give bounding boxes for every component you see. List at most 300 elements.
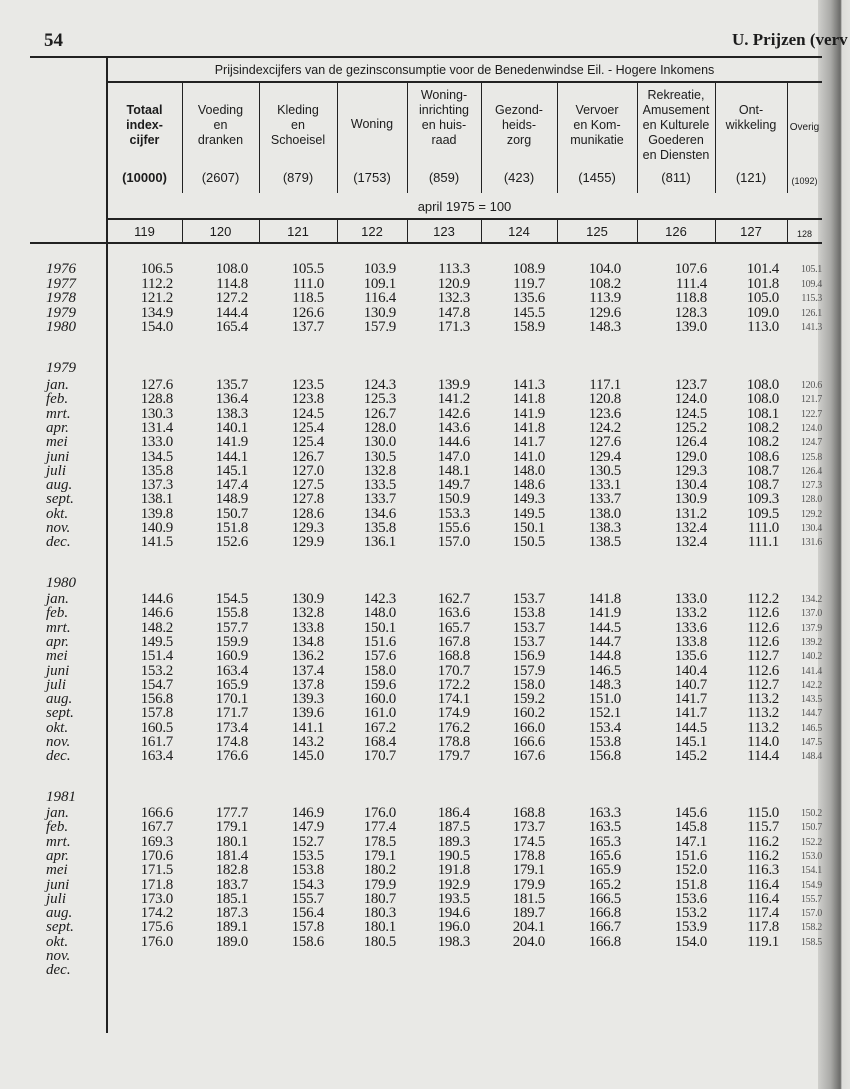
row-label: apr. [46,633,69,650]
value-cell: 139.8 [140,505,173,522]
value-cell: 135.6 [512,290,545,306]
value-cell: 148.3 [588,319,621,335]
value-cell: 181.4 [215,847,248,864]
row-label: dec. [46,962,71,979]
row-label: sept. [46,919,74,936]
value-cell: 149.5 [140,633,173,650]
value-cell: 147.0 [437,448,470,465]
value-cell: 161.7 [140,734,173,750]
value-cell: 137.8 [291,676,324,693]
value-cell: 189.7 [512,905,545,922]
row-label: okt. [46,719,69,736]
value-cell: 117.8 [747,919,779,936]
value-cell: 127.5 [291,477,324,494]
value-cell: 166.0 [512,719,545,736]
row-label: jan. [46,377,69,393]
value-cell: 176.0 [363,805,396,821]
value-cell: 117.4 [747,905,779,922]
value-cell: 156.8 [140,691,173,708]
value-cell: 148.1 [437,462,470,479]
value-cell: 145.1 [674,734,707,750]
value-cell: 108.0 [215,261,248,277]
value-cell: 113.2 [747,719,779,736]
value-cell: 167.6 [512,748,545,765]
column-header: Vervoer en Kom- munikatie [570,103,624,147]
value-cell: 112.6 [747,619,779,636]
value-cell: 129.2 [800,508,822,520]
code-bottom-rule [30,242,822,244]
value-cell: 133.0 [140,434,173,451]
value-cell: 114.8 [216,275,248,292]
value-cell: 123.6 [588,405,621,422]
value-cell: 141.3 [800,322,822,333]
value-cell: 105.5 [291,261,324,277]
value-cell: 129.9 [291,534,324,551]
value-cell: 180.2 [363,862,396,879]
value-cell: 175.6 [140,919,173,936]
value-cell: 187.5 [437,819,470,836]
row-label: 1977 [46,275,76,292]
value-cell: 159.6 [363,676,396,693]
value-cell: 171.8 [140,876,173,893]
value-cell: 177.4 [363,819,396,836]
value-cell: 153.0 [800,850,822,862]
value-cell: 133.8 [291,619,324,636]
value-cell: 113.2 [747,705,779,722]
value-cell: 173.0 [140,890,173,907]
column-code: 121 [287,224,309,239]
value-cell: 128.6 [291,505,324,522]
value-cell: 103.9 [363,261,396,277]
value-cell: 113.2 [747,691,779,708]
value-cell: 154.3 [291,876,324,893]
value-cell: 111.1 [747,534,779,551]
page-number: 54 [44,30,63,51]
value-cell: 137.0 [800,608,822,620]
value-cell: 162.7 [437,591,470,607]
value-cell: 135.8 [140,462,173,479]
value-cell: 181.5 [512,890,545,907]
column-weight: (1455) [578,170,616,185]
value-cell: 123.5 [291,377,324,393]
value-cell: 138.5 [588,534,621,551]
row-label: dec. [46,534,71,551]
value-cell: 121.2 [140,290,173,306]
value-cell: 125.2 [674,419,707,436]
value-cell: 125.4 [291,419,324,436]
column-header: Totaal index- cijfer [126,103,163,147]
value-cell: 116.4 [747,890,779,907]
value-cell: 105.1 [800,264,822,275]
value-cell: 180.5 [363,933,396,950]
value-cell: 148.2 [140,619,173,636]
column-code: 124 [508,224,530,239]
value-cell: 160.2 [512,705,545,722]
value-cell: 153.3 [437,505,470,522]
value-cell: 109.4 [800,278,822,290]
row-label: juni [46,876,70,893]
value-cell: 158.0 [363,662,396,679]
value-cell: 144.4 [215,304,248,321]
value-cell: 114.4 [747,748,779,765]
column-code: 126 [665,224,687,239]
value-cell: 153.7 [512,591,545,607]
value-cell: 138.3 [215,405,248,422]
value-cell: 143.2 [291,734,324,750]
value-cell: 136.4 [215,391,248,408]
row-label: 1976 [46,261,76,277]
value-cell: 111.4 [675,275,707,292]
value-cell: 166.6 [512,734,545,750]
value-cell: 169.3 [140,833,173,850]
value-cell: 136.2 [291,648,324,665]
value-cell: 204.0 [512,933,545,950]
value-cell: 108.7 [746,477,779,494]
value-cell: 141.5 [140,534,173,551]
value-cell: 166.8 [588,933,621,950]
value-cell: 140.2 [800,651,822,663]
value-cell: 165.4 [215,319,248,335]
row-label: apr. [46,847,69,864]
value-cell: 140.1 [215,419,248,436]
value-cell: 189.3 [437,833,470,850]
value-cell: 124.5 [674,405,707,422]
value-cell: 170.7 [437,662,470,679]
value-cell: 182.8 [215,862,248,879]
value-cell: 130.0 [363,434,396,451]
value-cell: 146.9 [291,805,324,821]
row-label: nov. [46,734,71,750]
value-cell: 130.4 [674,477,707,494]
value-cell: 124.2 [588,419,621,436]
value-cell: 168.8 [437,648,470,665]
row-label: mei [46,648,68,665]
value-cell: 165.9 [588,862,621,879]
value-cell: 108.0 [746,377,779,393]
value-cell: 125.3 [363,391,396,408]
value-cell: 148.4 [800,751,822,763]
value-cell: 149.5 [512,505,545,522]
row-label: sept. [46,491,74,508]
value-cell: 109.3 [746,491,779,508]
value-cell: 141.3 [512,377,545,393]
value-cell: 133.0 [674,591,707,607]
row-label: mrt. [46,405,71,422]
page-gutter-shadow [818,0,850,1089]
value-cell: 134.6 [363,505,396,522]
value-cell: 127.0 [291,462,324,479]
column-header: Rekreatie, Amusement en Kulturele Goederen en Diensten [642,88,710,162]
value-cell: 167.7 [140,819,173,836]
row-label: nov. [46,948,71,964]
row-label: aug. [46,905,73,922]
value-cell: 133.6 [674,619,707,636]
value-cell: 141.8 [588,591,621,607]
value-cell: 129.4 [588,448,621,465]
value-cell: 139.0 [674,319,707,335]
value-cell: 153.4 [588,719,621,736]
value-cell: 174.1 [437,691,470,708]
value-cell: 116.4 [747,876,779,893]
value-cell: 163.4 [215,662,248,679]
column-weight: (1092) [791,176,818,186]
value-cell: 155.7 [291,890,324,907]
value-cell: 141.8 [512,419,545,436]
value-cell: 141.0 [512,448,545,465]
value-cell: 129.0 [674,448,707,465]
value-cell: 178.8 [512,847,545,864]
value-cell: 178.8 [437,734,470,750]
value-cell: 160.9 [215,648,248,665]
value-cell: 121.7 [800,394,822,406]
value-cell: 151.6 [363,633,396,650]
value-cell: 174.9 [437,705,470,722]
value-cell: 143.6 [437,419,470,436]
value-cell: 134.8 [291,633,324,650]
value-cell: 130.3 [140,405,173,422]
value-cell: 168.4 [363,734,396,750]
year-heading: 1980 [46,575,76,591]
value-cell: 153.2 [674,905,707,922]
value-cell: 153.8 [588,734,621,750]
value-cell: 166.6 [140,805,173,821]
value-cell: 147.9 [291,819,324,836]
value-cell: 144.7 [800,708,822,720]
value-cell: 154.1 [800,865,822,877]
value-cell: 191.8 [437,862,470,879]
value-cell: 144.5 [588,619,621,636]
value-cell: 138.3 [588,520,621,536]
value-cell: 189.0 [215,933,248,950]
value-cell: 126.6 [291,304,324,321]
value-cell: 154.7 [140,676,173,693]
value-cell: 131.4 [140,419,173,436]
value-cell: 163.3 [588,805,621,821]
value-cell: 153.5 [291,847,324,864]
value-cell: 115.7 [747,819,779,836]
value-cell: 150.1 [512,520,545,536]
value-cell: 157.9 [363,319,396,335]
value-cell: 108.0 [746,391,779,408]
value-cell: 137.4 [291,662,324,679]
value-cell: 157.8 [291,919,324,936]
value-cell: 140.7 [674,676,707,693]
value-cell: 198.3 [437,933,470,950]
column-code: 120 [209,224,232,239]
value-cell: 141.4 [800,665,822,677]
stub-divider [106,57,108,1033]
column-header: Kleding en Schoeisel [270,103,326,147]
value-cell: 193.5 [437,890,470,907]
row-label: 1980 [46,319,76,335]
value-cell: 122.7 [800,408,822,420]
value-cell: 172.2 [437,676,470,693]
row-label: feb. [46,819,69,836]
value-cell: 150.9 [437,491,470,508]
value-cell: 144.1 [215,448,248,465]
row-label: mei [46,434,68,451]
base-note: april 1975 = 100 [417,199,512,214]
value-cell: 150.7 [800,822,822,834]
value-cell: 127.3 [800,480,822,492]
value-cell: 157.7 [215,619,248,636]
value-cell: 170.6 [140,847,173,864]
value-cell: 179.1 [512,862,545,879]
value-cell: 144.8 [588,648,621,665]
value-cell: 112.2 [141,275,173,292]
value-cell: 161.0 [363,705,396,722]
value-cell: 146.5 [588,662,621,679]
value-cell: 153.7 [512,633,545,650]
value-cell: 179.1 [215,819,248,836]
value-cell: 140.9 [140,520,173,536]
value-cell: 165.6 [588,847,621,864]
value-cell: 111.0 [292,275,324,292]
value-cell: 137.7 [291,319,324,335]
value-cell: 176.2 [437,719,470,736]
value-cell: 139.2 [800,636,822,648]
row-label: juni [46,662,70,679]
column-header: Gezond- heids- zorg [495,103,543,147]
value-cell: 141.9 [588,605,621,622]
value-cell: 153.2 [140,662,173,679]
value-cell: 148.6 [512,477,545,494]
value-cell: 124.0 [674,391,707,408]
value-cell: 187.3 [215,905,248,922]
value-cell: 165.7 [437,619,470,636]
value-cell: 108.6 [746,448,779,465]
table-top-rule [30,56,822,58]
value-cell: 105.0 [746,290,779,306]
value-cell: 171.7 [215,705,248,722]
value-cell: 153.6 [674,890,707,907]
value-cell: 133.1 [588,477,621,494]
value-cell: 152.2 [800,836,822,848]
value-cell: 143.5 [800,694,822,706]
value-cell: 101.8 [746,275,779,292]
value-cell: 190.5 [437,847,470,864]
value-cell: 167.2 [363,719,396,736]
value-cell: 120.6 [800,380,822,391]
value-cell: 107.6 [674,261,707,277]
value-cell: 183.7 [215,876,248,893]
value-cell: 132.3 [437,290,470,306]
value-cell: 153.9 [674,919,707,936]
value-cell: 108.1 [746,405,779,422]
value-cell: 130.9 [363,304,396,321]
value-cell: 130.9 [291,591,324,607]
value-cell: 154.0 [674,933,707,950]
value-cell: 108.2 [588,275,621,292]
value-cell: 108.2 [746,419,779,436]
value-cell: 149.7 [437,477,470,494]
value-cell: 141.9 [512,405,545,422]
value-cell: 180.7 [363,890,396,907]
value-cell: 120.8 [588,391,621,408]
value-cell: 137.9 [800,622,822,634]
value-cell: 194.6 [437,905,470,922]
value-cell: 118.5 [292,290,324,306]
column-header: Woning- inrichting en huis- raad [418,88,470,147]
value-cell: 139.9 [437,377,470,393]
value-cell: 163.6 [437,605,470,622]
value-cell: 153.7 [512,619,545,636]
value-cell: 173.7 [512,819,545,836]
value-cell: 148.0 [512,462,545,479]
value-cell: 108.2 [746,434,779,451]
value-cell: 145.1 [215,462,248,479]
row-label: aug. [46,477,73,494]
value-cell: 125.4 [291,434,324,451]
value-cell: 115.3 [801,293,822,304]
value-cell: 139.3 [291,691,324,708]
value-cell: 101.4 [746,261,779,277]
value-cell: 144.6 [437,434,470,451]
value-cell: 159.2 [512,691,545,708]
value-cell: 137.3 [140,477,173,494]
value-cell: 116.4 [364,290,396,306]
value-cell: 126.7 [291,448,324,465]
value-cell: 204.1 [512,919,545,936]
value-cell: 146.5 [800,722,822,734]
value-cell: 134.5 [140,448,173,465]
value-cell: 142.3 [363,591,396,607]
column-weight: (2607) [201,170,240,185]
value-cell: 144.7 [588,633,621,650]
column-code: 128 [796,229,813,239]
value-cell: 112.7 [747,676,779,693]
value-cell: 174.5 [512,833,545,850]
value-cell: 176.0 [140,933,173,950]
value-cell: 186.4 [437,805,470,821]
row-label: mrt. [46,619,71,636]
value-cell: 127.6 [588,434,621,451]
value-cell: 128.8 [140,391,173,408]
value-cell: 147.5 [800,737,822,748]
value-cell: 152.0 [674,862,707,879]
value-cell: 180.1 [215,833,248,850]
value-cell: 129.3 [674,462,707,479]
value-cell: 127.6 [140,377,173,393]
value-cell: 131.2 [674,505,707,522]
value-cell: 151.8 [215,520,248,536]
value-cell: 174.8 [215,734,248,750]
value-cell: 124.7 [800,437,822,449]
value-cell: 171.3 [437,319,470,335]
value-cell: 179.9 [363,876,396,893]
value-cell: 158.6 [291,933,324,950]
value-cell: 140.4 [674,662,707,679]
row-label: jan. [46,805,69,821]
value-cell: 126.1 [800,307,822,319]
value-cell: 157.8 [140,705,173,722]
value-cell: 157.0 [437,534,470,551]
value-cell: 171.5 [140,862,173,879]
row-label: juli [46,890,67,907]
value-cell: 132.8 [291,605,324,622]
value-cell: 145.2 [674,748,707,765]
value-cell: 148.9 [215,491,248,508]
value-cell: 112.6 [747,662,779,679]
value-cell: 149.3 [512,491,545,508]
value-cell: 109.0 [746,304,779,321]
value-cell: 151.6 [674,847,707,864]
value-cell: 178.5 [363,833,396,850]
value-cell: 112.6 [747,633,779,650]
row-label: 1978 [46,290,76,306]
value-cell: 151.0 [588,691,621,708]
value-cell: 114.0 [747,734,779,750]
